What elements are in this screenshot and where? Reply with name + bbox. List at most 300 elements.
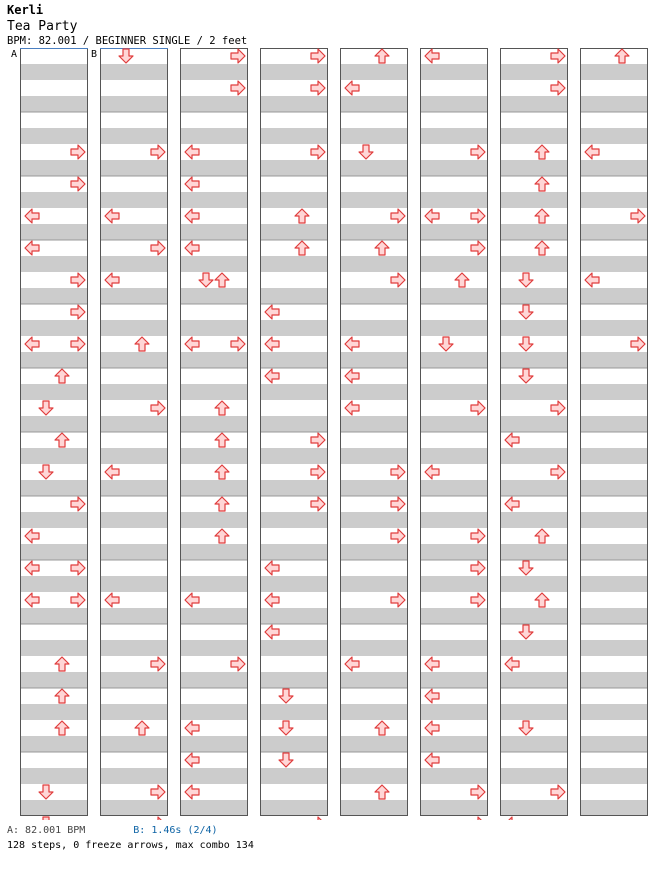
row-band xyxy=(500,608,568,624)
row-band xyxy=(20,736,88,752)
row-band xyxy=(500,672,568,688)
row-band xyxy=(580,608,648,624)
row-band xyxy=(20,512,88,528)
step-arrow xyxy=(391,529,405,543)
row-band xyxy=(260,416,328,432)
row-band xyxy=(260,736,328,752)
row-band xyxy=(340,96,408,112)
row-band xyxy=(20,384,88,400)
row-band xyxy=(180,384,248,400)
row-band xyxy=(340,576,408,592)
row-band xyxy=(500,576,568,592)
row-band xyxy=(260,640,328,656)
row-band xyxy=(340,800,408,816)
row-band xyxy=(260,64,328,80)
step-arrow xyxy=(105,465,119,479)
row-band xyxy=(180,64,248,80)
step-arrow xyxy=(425,49,439,63)
row-band xyxy=(420,256,488,272)
row-band xyxy=(100,192,168,208)
row-band xyxy=(580,352,648,368)
step-arrow xyxy=(391,593,405,607)
step-arrow xyxy=(215,465,229,479)
step-arrow xyxy=(185,721,199,735)
row-band xyxy=(100,128,168,144)
row-band xyxy=(500,480,568,496)
row-band xyxy=(340,352,408,368)
chart-info: BPM: 82.001 / BEGINNER SINGLE / 2 feet xyxy=(7,35,248,47)
row-band xyxy=(420,192,488,208)
step-arrow xyxy=(311,433,325,447)
row-band xyxy=(20,320,88,336)
row-band xyxy=(580,64,648,80)
row-band xyxy=(580,416,648,432)
step-arrow xyxy=(471,529,485,543)
row-band xyxy=(580,320,648,336)
step-arrow xyxy=(535,145,549,159)
step-arrow xyxy=(311,497,325,511)
row-band xyxy=(260,608,328,624)
row-band xyxy=(500,128,568,144)
step-arrow xyxy=(535,209,549,223)
step-arrow xyxy=(311,145,325,159)
row-band xyxy=(500,160,568,176)
step-arrow xyxy=(105,209,119,223)
step-arrow xyxy=(25,337,39,351)
step-arrow xyxy=(535,241,549,255)
step-arrow xyxy=(425,465,439,479)
row-band xyxy=(580,96,648,112)
step-arrow xyxy=(519,337,533,351)
row-band xyxy=(420,320,488,336)
step-arrow xyxy=(39,817,53,820)
row-band xyxy=(260,320,328,336)
row-band xyxy=(100,544,168,560)
step-arrow xyxy=(231,337,245,351)
step-arrow xyxy=(25,529,39,543)
step-arrow xyxy=(55,721,69,735)
row-band xyxy=(20,288,88,304)
row-band xyxy=(580,512,648,528)
step-arrow xyxy=(215,433,229,447)
row-band xyxy=(20,64,88,80)
step-arrow xyxy=(505,817,519,820)
row-band xyxy=(20,160,88,176)
row-band xyxy=(420,288,488,304)
row-band xyxy=(260,576,328,592)
step-arrow xyxy=(439,337,453,351)
row-band xyxy=(500,96,568,112)
row-band xyxy=(100,736,168,752)
row-band xyxy=(580,576,648,592)
row-band xyxy=(100,768,168,784)
row-band xyxy=(260,800,328,816)
row-band xyxy=(100,704,168,720)
step-arrow xyxy=(185,177,199,191)
row-band xyxy=(180,416,248,432)
row-band xyxy=(180,96,248,112)
row-band xyxy=(180,544,248,560)
step-arrow xyxy=(39,785,53,799)
step-arrow xyxy=(215,529,229,543)
row-band xyxy=(340,160,408,176)
row-band xyxy=(420,576,488,592)
row-band xyxy=(500,224,568,240)
row-band xyxy=(20,608,88,624)
step-arrow xyxy=(375,49,389,63)
step-arrow xyxy=(551,401,565,415)
row-band xyxy=(420,64,488,80)
step-arrow xyxy=(345,337,359,351)
row-band xyxy=(180,576,248,592)
row-band xyxy=(500,768,568,784)
step-arrow xyxy=(215,401,229,415)
row-band xyxy=(500,640,568,656)
row-band xyxy=(420,416,488,432)
row-band xyxy=(100,800,168,816)
row-band xyxy=(260,480,328,496)
row-band xyxy=(100,512,168,528)
row-band xyxy=(100,640,168,656)
row-band xyxy=(260,384,328,400)
row-band xyxy=(180,448,248,464)
row-band xyxy=(580,768,648,784)
row-band xyxy=(420,544,488,560)
step-arrow xyxy=(471,785,485,799)
row-band xyxy=(100,160,168,176)
step-arrow xyxy=(505,657,519,671)
row-band xyxy=(500,448,568,464)
step-arrow xyxy=(585,273,599,287)
row-band xyxy=(180,352,248,368)
step-arrow xyxy=(135,721,149,735)
row-band xyxy=(20,800,88,816)
row-band xyxy=(20,480,88,496)
step-arrow xyxy=(55,433,69,447)
row-band xyxy=(20,672,88,688)
row-band xyxy=(580,288,648,304)
row-band xyxy=(20,192,88,208)
row-band xyxy=(420,96,488,112)
row-band xyxy=(420,128,488,144)
step-arrow xyxy=(391,209,405,223)
row-band xyxy=(340,128,408,144)
step-arrow xyxy=(279,721,293,735)
step-arrow xyxy=(425,753,439,767)
row-band xyxy=(260,352,328,368)
step-arrow xyxy=(295,209,309,223)
step-arrow xyxy=(345,369,359,383)
artist-name: Kerli xyxy=(7,3,44,17)
step-arrow xyxy=(265,593,279,607)
row-band xyxy=(580,672,648,688)
row-band xyxy=(20,256,88,272)
row-band xyxy=(180,320,248,336)
row-band xyxy=(580,480,648,496)
step-arrow xyxy=(359,145,373,159)
row-band xyxy=(20,352,88,368)
bpm-b-label: B: 1.46s (2/4) xyxy=(133,825,218,836)
step-arrow xyxy=(551,81,565,95)
row-band xyxy=(500,704,568,720)
row-band xyxy=(260,672,328,688)
row-band xyxy=(180,672,248,688)
row-band xyxy=(340,416,408,432)
row-band xyxy=(500,352,568,368)
row-band xyxy=(500,256,568,272)
row-band xyxy=(580,160,648,176)
row-band xyxy=(20,768,88,784)
step-arrow xyxy=(551,785,565,799)
row-band xyxy=(340,320,408,336)
row-band xyxy=(500,800,568,816)
row-band xyxy=(500,288,568,304)
row-band xyxy=(340,704,408,720)
step-arrow xyxy=(455,273,469,287)
row-band xyxy=(20,128,88,144)
row-band xyxy=(100,224,168,240)
row-band xyxy=(500,64,568,80)
marker-label: A xyxy=(11,49,18,60)
row-band xyxy=(20,448,88,464)
row-band xyxy=(420,608,488,624)
row-band xyxy=(100,352,168,368)
row-band xyxy=(420,160,488,176)
step-arrow xyxy=(71,593,85,607)
row-band xyxy=(500,512,568,528)
row-band xyxy=(420,384,488,400)
step-arrow xyxy=(71,305,85,319)
row-band xyxy=(500,192,568,208)
row-band xyxy=(260,192,328,208)
step-arrow xyxy=(585,145,599,159)
row-band xyxy=(420,672,488,688)
step-arrow xyxy=(231,657,245,671)
row-band xyxy=(180,704,248,720)
step-arrow xyxy=(615,49,629,63)
step-arrow xyxy=(279,753,293,767)
row-band xyxy=(420,736,488,752)
row-band xyxy=(340,640,408,656)
step-arrow xyxy=(471,241,485,255)
step-arrow xyxy=(135,337,149,351)
row-band xyxy=(580,224,648,240)
row-band xyxy=(180,640,248,656)
row-band xyxy=(180,480,248,496)
step-arrow xyxy=(55,689,69,703)
step-arrow xyxy=(535,593,549,607)
row-band xyxy=(580,800,648,816)
step-arrow xyxy=(71,337,85,351)
step-arrow xyxy=(519,305,533,319)
row-band xyxy=(580,736,648,752)
step-arrow xyxy=(519,369,533,383)
step-arrow xyxy=(199,273,213,287)
step-arrow xyxy=(39,465,53,479)
row-band xyxy=(420,512,488,528)
row-band xyxy=(500,736,568,752)
step-arrow xyxy=(311,817,325,820)
step-arrow xyxy=(311,49,325,63)
row-band xyxy=(100,256,168,272)
row-band xyxy=(260,544,328,560)
row-band xyxy=(340,672,408,688)
row-band xyxy=(340,608,408,624)
step-arrow xyxy=(215,273,229,287)
step-arrow xyxy=(231,49,245,63)
row-band xyxy=(580,544,648,560)
step-arrow xyxy=(471,817,485,820)
row-band xyxy=(580,256,648,272)
row-band xyxy=(180,800,248,816)
step-arrow xyxy=(375,721,389,735)
row-band xyxy=(180,128,248,144)
step-arrow xyxy=(71,561,85,575)
step-arrow xyxy=(105,593,119,607)
row-band xyxy=(580,128,648,144)
step-arrow xyxy=(519,273,533,287)
step-arrow xyxy=(391,465,405,479)
step-arrow xyxy=(151,241,165,255)
step-arrow xyxy=(505,497,519,511)
row-band xyxy=(580,384,648,400)
row-band xyxy=(340,224,408,240)
step-arrow xyxy=(631,209,645,223)
row-band xyxy=(180,736,248,752)
step-arrow xyxy=(345,401,359,415)
row-band xyxy=(100,576,168,592)
row-band xyxy=(500,320,568,336)
row-band xyxy=(100,672,168,688)
row-band xyxy=(180,768,248,784)
row-band xyxy=(100,64,168,80)
row-band xyxy=(20,96,88,112)
step-arrow xyxy=(279,689,293,703)
row-band xyxy=(340,448,408,464)
row-band xyxy=(20,416,88,432)
row-band xyxy=(260,160,328,176)
step-arrow xyxy=(311,81,325,95)
step-arrow xyxy=(185,785,199,799)
row-band xyxy=(100,480,168,496)
row-band xyxy=(420,224,488,240)
step-arrow xyxy=(551,49,565,63)
step-arrow xyxy=(535,177,549,191)
step-arrow xyxy=(185,337,199,351)
step-arrow xyxy=(265,369,279,383)
row-band xyxy=(100,320,168,336)
row-band xyxy=(100,288,168,304)
row-band xyxy=(580,704,648,720)
step-arrow xyxy=(25,593,39,607)
step-arrow xyxy=(471,401,485,415)
row-band xyxy=(100,416,168,432)
row-band xyxy=(20,704,88,720)
row-band xyxy=(340,256,408,272)
row-band xyxy=(260,224,328,240)
step-arrow xyxy=(505,433,519,447)
row-band xyxy=(420,448,488,464)
song-title: Tea Party xyxy=(7,19,78,34)
bpm-legend xyxy=(7,825,218,836)
row-band xyxy=(100,448,168,464)
step-arrow xyxy=(265,305,279,319)
chart-stats: 128 steps, 0 freeze arrows, max combo 134 xyxy=(7,840,254,851)
step-arrow xyxy=(471,209,485,223)
step-arrow xyxy=(151,401,165,415)
row-band xyxy=(180,608,248,624)
step-arrow xyxy=(55,369,69,383)
step-arrow xyxy=(345,81,359,95)
row-band xyxy=(260,448,328,464)
row-band xyxy=(180,224,248,240)
step-arrow xyxy=(471,593,485,607)
row-band xyxy=(100,96,168,112)
row-band xyxy=(260,96,328,112)
row-band xyxy=(340,768,408,784)
row-band xyxy=(420,640,488,656)
step-arrow xyxy=(185,593,199,607)
row-band xyxy=(580,640,648,656)
step-arrow xyxy=(39,401,53,415)
step-arrow xyxy=(311,465,325,479)
step-arrow xyxy=(471,561,485,575)
row-band xyxy=(500,384,568,400)
step-arrow xyxy=(471,145,485,159)
step-arrow xyxy=(25,561,39,575)
row-band xyxy=(340,512,408,528)
step-arrow xyxy=(631,337,645,351)
row-band xyxy=(260,256,328,272)
row-band xyxy=(420,704,488,720)
row-band xyxy=(340,544,408,560)
step-arrow xyxy=(185,209,199,223)
row-band xyxy=(180,512,248,528)
step-arrow xyxy=(519,721,533,735)
step-arrow xyxy=(25,209,39,223)
step-arrow xyxy=(55,657,69,671)
step-arrow xyxy=(551,465,565,479)
step-arrow xyxy=(375,241,389,255)
row-band xyxy=(100,608,168,624)
row-band xyxy=(180,288,248,304)
step-arrow xyxy=(25,241,39,255)
row-band xyxy=(20,224,88,240)
row-band xyxy=(260,512,328,528)
step-arrow xyxy=(71,497,85,511)
row-band xyxy=(260,768,328,784)
step-arrow xyxy=(535,529,549,543)
step-arrow xyxy=(185,241,199,255)
row-band xyxy=(340,192,408,208)
step-arrow xyxy=(185,753,199,767)
row-band xyxy=(340,736,408,752)
row-band xyxy=(340,64,408,80)
step-arrow xyxy=(345,657,359,671)
row-band xyxy=(100,384,168,400)
row-band xyxy=(180,160,248,176)
row-band xyxy=(20,576,88,592)
row-band xyxy=(180,256,248,272)
step-arrow xyxy=(265,561,279,575)
step-arrow xyxy=(265,625,279,639)
step-arrow xyxy=(425,657,439,671)
step-arrow xyxy=(151,145,165,159)
step-arrow xyxy=(71,273,85,287)
row-band xyxy=(420,480,488,496)
step-arrow xyxy=(151,657,165,671)
step-arrow xyxy=(425,209,439,223)
